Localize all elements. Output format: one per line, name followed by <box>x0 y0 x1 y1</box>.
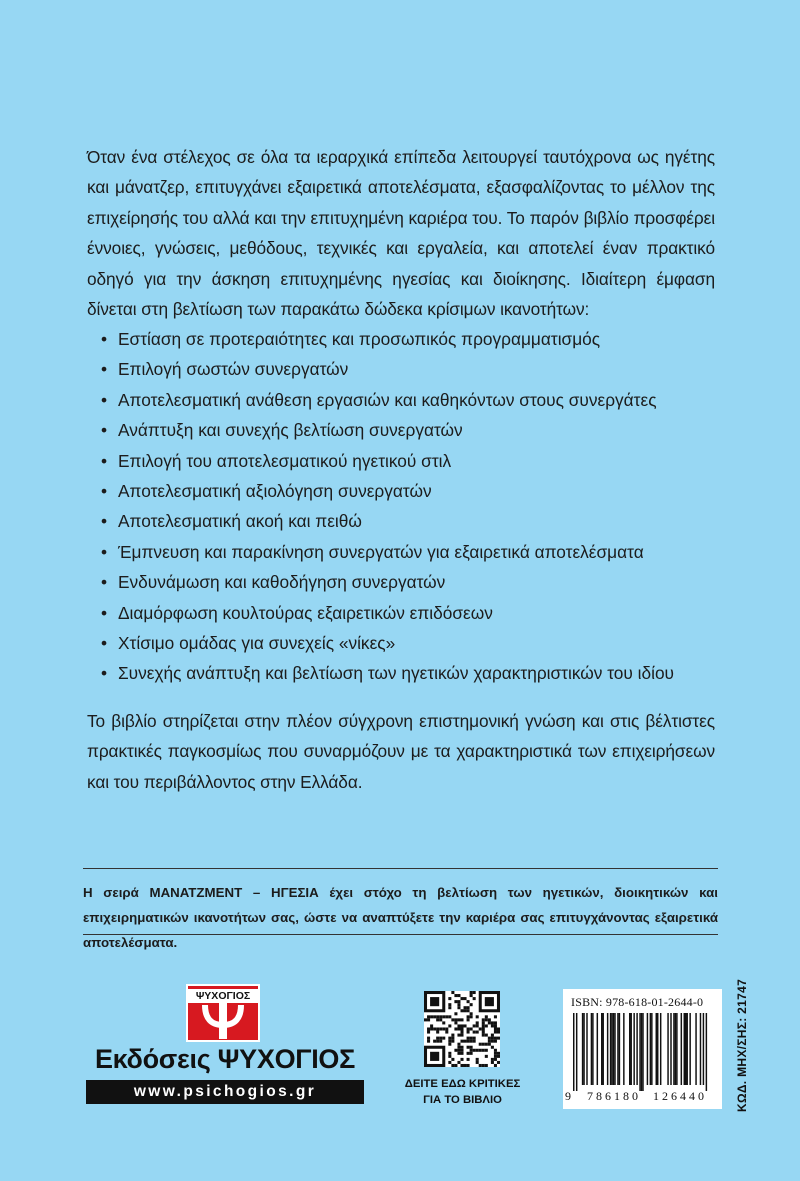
bullet-dot: • <box>101 329 108 349</box>
skill-text: Συνεχής ανάπτυξη και βελτίωση των ηγετικών χαρακτηριστικών του ιδίου <box>118 663 675 684</box>
publisher-name: Εκδόσεις ΨΥΧΟΓΙΟΣ <box>94 1044 356 1074</box>
bullet-dot: • <box>101 602 108 623</box>
bullet-dot: • <box>101 572 108 593</box>
logo-badge <box>186 984 260 1042</box>
skill-text: Εστίαση σε προτεραιότητες και προσωπικός προγραμματισμός <box>118 329 601 349</box>
skill-item <box>101 385 741 415</box>
barcode-icon <box>573 1013 713 1091</box>
skill-item <box>101 476 741 506</box>
bullet-dot: • <box>101 359 108 380</box>
publisher-url: www.psichogios.gr <box>86 1080 364 1104</box>
skill-item <box>101 506 741 536</box>
publisher-logo <box>86 984 364 1110</box>
top-divider <box>83 868 718 869</box>
skill-item <box>101 415 741 445</box>
skill-text: Αποτελεσματική αξιολόγηση συνεργατών <box>118 481 432 502</box>
qr-caption <box>400 1076 525 1108</box>
series-note: Η σειρά ΜΑΝΑΤΖΜΕΝΤ – ΗΓΕΣΙΑ έχει στόχο τη βελτίωση των ηγετικών, διοικητικών και επιχειρηματικών ικανοτήτων σας, ώστε να αναπτύξετε την καριέρα σας επιτυγχάνοντας εξαιρετικά αποτελέσματα. <box>83 885 718 950</box>
barcode-box <box>563 989 722 1109</box>
skill-item <box>101 354 741 384</box>
skill-item <box>101 446 741 476</box>
skill-item <box>101 598 741 628</box>
skill-item <box>101 567 741 597</box>
bullet-dot: • <box>101 389 108 410</box>
qr-code-icon <box>424 991 500 1067</box>
bullet-dot: • <box>101 450 108 471</box>
qr-caption-line2: ΓΙΑ ΤΟ ΒΙΒΛΙΟ <box>423 1094 502 1106</box>
skill-item <box>101 658 741 688</box>
bullet-dot: • <box>101 633 108 654</box>
skill-text: Έμπνευση και παρακίνηση συνεργατών για εξαιρετικά αποτελέσματα <box>118 541 644 562</box>
bottom-divider <box>83 934 718 935</box>
skill-text: Ενδυνάμωση και καθοδήγηση συνεργατών <box>118 572 446 593</box>
barcode-digits-left: 786180 <box>587 1089 641 1103</box>
closing-paragraph: Το βιβλίο στηρίζεται στην πλέον σύγχρονη επιστημονική γνώση και στις βέλτιστες πρακτικές παγκοσμίως που συναρμόζουν με τα χαρακτηριστικά των επιχειρήσεων και του περιβάλλοντος στην Ελλάδα. <box>87 711 715 792</box>
bullet-dot: • <box>101 663 108 684</box>
product-code: ΚΩΔ. ΜΗΧ/ΣΗΣ: 21747 <box>735 978 749 1112</box>
bullet-dot: • <box>101 481 108 502</box>
logo-name: ΨΥΧΟΓΙΟΣ <box>188 989 258 1003</box>
isbn-text: ISBN: 978-618-01-2644-0 <box>571 995 704 1009</box>
bullet-dot: • <box>101 511 108 532</box>
skill-item <box>101 324 741 354</box>
barcode-digit-first: 9 <box>565 1089 571 1103</box>
bullet-dot: • <box>101 541 108 562</box>
skill-text: Αποτελεσματική ακοή και πειθώ <box>118 511 362 532</box>
skills-list <box>101 324 741 689</box>
bullet-dot: • <box>101 420 108 441</box>
skill-text: Χτίσιμο ομάδας για συνεχείς «νίκες» <box>118 633 396 654</box>
skill-text: Επιλογή σωστών συνεργατών <box>118 359 349 380</box>
skill-text: Διαμόρφωση κουλτούρας εξαιρετικών επιδόσεων <box>118 602 493 623</box>
skill-text: Επιλογή του αποτελεσματικού ηγετικού στιλ <box>118 450 452 471</box>
skill-item <box>101 628 741 658</box>
skill-item <box>101 537 741 567</box>
barcode-digits-right: 126440 <box>653 1089 707 1103</box>
psi-icon <box>202 1003 244 1039</box>
skill-text: Αποτελεσματική ανάθεση εργασιών και καθηκόντων στους συνεργάτες <box>118 389 657 410</box>
skill-text: Ανάπτυξη και συνεχής βελτίωση συνεργατών <box>118 420 463 441</box>
intro-paragraph: Όταν ένα στέλεχος σε όλα τα ιεραρχικά επίπεδα λειτουργεί ταυτόχρονα ως ηγέτης και μάνατζερ, επιτυγχάνει εξαιρετικά αποτελέσματα, εξασφαλίζοντας το μέλλον της επιχείρησής του αλλά και την επιτυχημένη καριέρα του. Το παρόν βιβλίο προσφέρει έννοιες, γνώσεις, μεθόδους, τεχνικές και εργαλεία, και αποτελεί έναν πρακτικό οδηγό για την άσκηση επιτυχημένης ηγεσίας και διοίκησης. Ιδιαίτερη έμφαση δίνεται στη βελτίωση των παρακάτω δώδεκα κρίσιμων ικανοτήτων: <box>87 147 715 320</box>
qr-caption-line1: ΔΕΙΤΕ ΕΔΩ ΚΡΙΤΙΚΕΣ <box>404 1078 521 1090</box>
